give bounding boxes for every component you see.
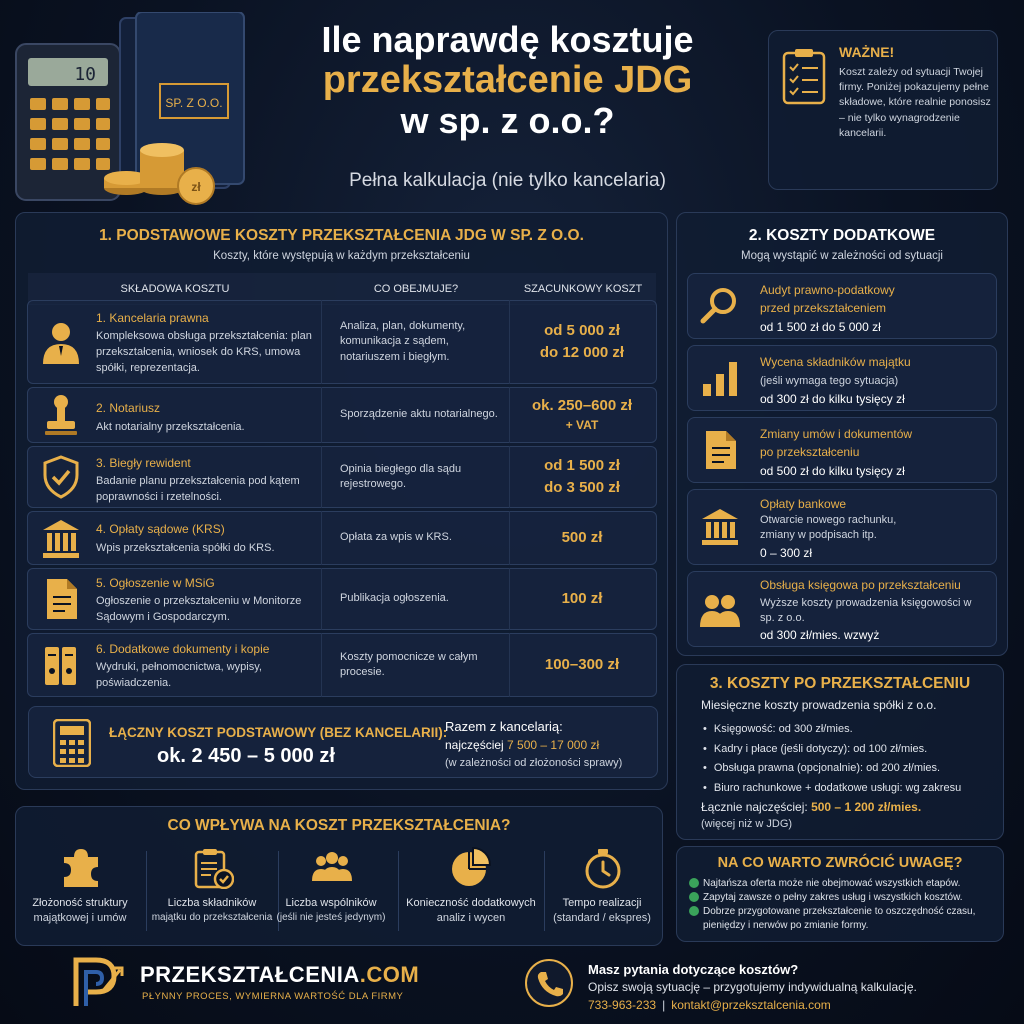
magnifier-icon [700,286,740,326]
tip-text: Dobrze przygotowane przekształcenie to oszczędność czasu, pieniędzy i nerwów po zmianie formy. [703,906,976,931]
row-covers: Sporządzenie aktu notarialnego. [321,387,509,443]
list-item: • Księgowość: od 300 zł/mies. [703,720,961,740]
cost-factors-section [15,806,663,946]
row-name: 5. Ogłoszenie w MSiG [96,576,215,590]
calculator-icon [16,44,120,200]
phone-link[interactable]: 733-963-233 [588,998,657,1012]
item-price: od 300 zł/mies. wzwyż [760,628,880,642]
title-line-2: przekształcenie JDG [322,58,693,101]
section2-subtitle: Mogą wystąpić w zależności od sytuacji [741,250,943,262]
item-title: Audyt prawno-podatkowy [760,283,895,297]
row-cost: od 5 000 zł [544,322,620,340]
row-name: 1. Kancelaria prawna [96,311,209,325]
list-item: • Kadry i płace (jeśli dotyczy): od 100 zł/mies. [703,740,961,760]
factor-subtitle: (standard / ekspres) [553,912,651,924]
notice-box [768,30,998,190]
brand-tagline: PŁYNNY PROCES, WYMIERNA WARTOŚĆ DLA FIRMY [142,991,404,1002]
calculator-display: 10 [74,64,96,85]
monthly-sum-label: Łącznie najczęściej: [701,800,808,814]
row-covers: Koszty pomocnicze w całym procesie. [321,633,509,697]
contact-title: Masz pytania dotyczące kosztów? [588,962,799,977]
row-cost-2: do 12 000 zł [539,344,625,361]
stopwatch-icon [582,847,624,889]
item-title-2: przed przekształceniem [760,301,887,315]
item-title-2: po przekształceniu [760,445,860,459]
column-header-covers: CO OBEJMUJE? [373,282,459,295]
factor-item [16,843,144,939]
factor-title: Złożoność struktury [32,897,128,909]
item-price: od 300 zł do kilku tysięcy zł [760,392,905,406]
row-desc: Wpis przekształcenia spółki do KRS. [96,542,275,554]
column-header-cost: SZACUNKOWY KOSZT [523,282,643,295]
monthly-sum-value: 500 – 1 200 zł/mies. [811,800,922,814]
section2-title: 2. KOSZTY DODATKOWE [748,227,936,244]
list-item: • Biuro rachunkowe + dodatkowe usługi: wg zakresu [703,779,961,799]
with-firm-value: 7 500 – 17 000 zł [507,738,600,752]
total-value: ok. 2 450 – 5 000 zł [157,745,335,767]
item-title: Wycena składników majątku [760,355,911,369]
brand-tld: .COM [359,962,420,987]
factor-item [400,843,542,939]
brand-main: PRZEKSZTAŁCENIA [140,962,360,987]
row-cost-2: + VAT [565,418,599,433]
table-row [27,446,657,508]
row-name: 2. Notariusz [96,401,161,415]
row-cost-2: do 3 500 zł [544,479,620,496]
tips-list [689,877,999,933]
contact-details [588,998,831,1012]
item-desc: (jeśli wymaga tego sytuacja) [760,375,899,387]
row-name: 3. Biegły rewident [96,456,191,470]
divider [146,851,147,931]
with-firm-note: (w zależności od złożoności sprawy) [445,757,623,769]
contact-description: Opisz swoją sytuację – przygotujemy indywidualną kalkulację. [588,980,917,994]
factor-subtitle: majątkowej i umów [33,912,127,924]
brand-logo-icon [66,952,128,1008]
factor-title: Tempo realizacji [562,897,642,909]
check-icon [689,892,699,902]
tip-text: Zapytaj zawsze o pełny zakres usług i wszystkich kosztów. [703,892,963,903]
tips-section [676,846,1004,942]
table-row [27,387,657,443]
phone-icon[interactable] [524,958,574,1008]
row-cost: 500 zł [561,529,603,547]
pie-chart-icon [450,847,492,889]
puzzle-icon [60,847,102,889]
monthly-note: (więcej niż w JDG) [701,818,793,830]
list-item [689,891,999,905]
monthly-sum [701,800,921,814]
additional-cost-item [687,345,997,411]
item-desc: Wyższe koszty prowadzenia księgowości w sp. z o.o. [760,597,972,624]
title-line-1: Ile naprawdę kosztuje [321,19,694,60]
clipboard-checklist-icon [781,47,827,105]
row-cost: 100 zł [561,590,603,608]
list-item [689,877,999,891]
binders-icon [41,643,81,687]
list-item: • Obsługa prawna (opcjonalnie): od 200 zł/mies. [703,759,961,779]
stamp-icon [41,393,81,437]
column-header-component: SKŁADOWA KOSZTU [120,282,230,295]
coin-label: zł [191,180,201,194]
total-cost-box [28,706,658,778]
check-icon [689,906,699,916]
monthly-costs-section [676,664,1004,840]
monthly-costs-list [703,720,961,798]
table-row [27,300,657,384]
document-icon [700,430,740,470]
factor-title: Liczba składników [167,897,257,909]
row-cost: ok. 250–600 zł [531,397,633,415]
item-title: Obsługa księgowa po przekształceniu [760,578,961,592]
table-row [27,568,657,630]
row-cost: od 1 500 zł [544,457,620,475]
item-price: 0 – 300 zł [760,546,813,560]
item-title: Zmiany umów i dokumentów [760,427,913,441]
document-icon [41,577,81,621]
separator: | [662,998,666,1012]
shield-check-icon [41,455,81,499]
bar-chart-icon [700,358,740,398]
brand-name [140,962,419,988]
clipboard-check-icon [192,847,234,889]
row-name: 6. Dodatkowe dokumenty i kopie [96,642,270,656]
factor-title: Konieczność dodatkowych [406,897,536,909]
tip-text: Najtańsza oferta może nie obejmować wszystkich etapów. [703,878,961,889]
row-cost: 100–300 zł [544,656,620,674]
table-row [27,511,657,565]
row-covers: Analiza, plan, dokumenty, komunikacja z sądem, notariuszem i biegłym. [321,300,509,384]
additional-cost-item [687,571,997,647]
row-covers: Opłata za wpis w KRS. [321,511,509,565]
with-firm-prefix: najczęściej [445,738,504,752]
row-name: 4. Opłaty sądowe (KRS) [96,522,225,536]
people-icon [700,589,740,629]
table-row [27,633,657,697]
section5-title: NA CO WARTO ZWRÓCIĆ UWAGĘ? [717,855,963,871]
divider [398,851,399,931]
list-item [689,905,999,933]
row-desc: Kompleksowa obsługa przekształcenia: plan przekształcenia, wniosek do KRS, umowa spółki, reprezentacja. [96,330,312,374]
factor-subtitle: majątku do przekształcenia [151,912,273,923]
row-desc: Akt notarialny przekształcenia. [96,421,245,433]
additional-cost-item [687,273,997,339]
hero-illustration [10,12,250,212]
section4-title: CO WPŁYWA NA KOSZT PRZEKSZTAŁCENIA? [167,817,511,834]
item-price: od 500 zł do kilku tysięcy zł [760,464,905,478]
row-desc: Badanie planu przekształcenia pod kątem poprawności i rzetelności. [96,475,300,503]
court-icon [41,516,81,560]
section1-title: 1. PODSTAWOWE KOSZTY PRZEKSZTAŁCENIA JDG W SP. Z O.O. [99,227,584,244]
row-covers: Opinia biegłego dla sądu rejestrowego. [321,446,509,508]
row-desc: Ogłoszenie o przekształceniu w Monitorze Sądowym i Gospodarczym. [96,595,302,623]
section1-subtitle: Koszty, które występują w każdym przekształceniu [213,250,470,262]
email-link[interactable]: kontakt@przeksztalcenia.com [671,998,831,1012]
factor-item [538,843,666,939]
lawyer-icon [41,320,81,364]
page-subtitle: Pełna kalkulacja (nie tylko kancelaria) [349,170,666,191]
additional-cost-item [687,489,997,565]
with-firm-line [445,738,599,752]
bank-icon [700,507,740,547]
binder-label: SP. Z O.O. [165,96,223,110]
page-title [255,20,760,141]
item-title: Opłaty bankowe [760,497,847,511]
factor-item [267,843,395,939]
factor-item [148,843,276,939]
notice-title: WAŻNE! [839,44,895,60]
additional-cost-item [687,417,997,483]
section3-title: 3. KOSZTY PO PRZEKSZTAŁCENIU [709,675,971,692]
group-icon [311,847,353,889]
item-desc: Otwarcie nowego rachunku, zmiany w podpisach itp. [760,514,897,541]
with-firm-label: Razem z kancelarią: [445,719,563,734]
factor-subtitle: analiz i wycen [436,912,506,924]
notice-text: Koszt zależy od sytuacji Twojej firmy. Poniżej pokazujemy pełne składowe, które realnie ponosisz – nie tylko wynagrodzenie kancelarii. [839,66,991,139]
section3-subtitle: Miesięczne koszty prowadzenia spółki z o.o. [701,698,937,712]
row-desc: Wydruki, pełnomocnictwa, wypisy, poświadczenia. [96,661,262,689]
item-price: od 1 500 zł do 5 000 zł [760,320,881,334]
factor-subtitle: (jeśli nie jesteś jedynym) [276,912,386,923]
total-label: ŁĄCZNY KOSZT PODSTAWOWY (BEZ KANCELARII): [109,725,448,740]
row-covers: Publikacja ogłoszenia. [321,568,509,630]
calculator-icon [53,719,91,767]
additional-costs-section [676,212,1008,656]
check-icon [689,878,699,888]
title-line-3: w sp. z o.o.? [400,100,615,142]
factor-title: Liczba wspólników [285,897,377,909]
